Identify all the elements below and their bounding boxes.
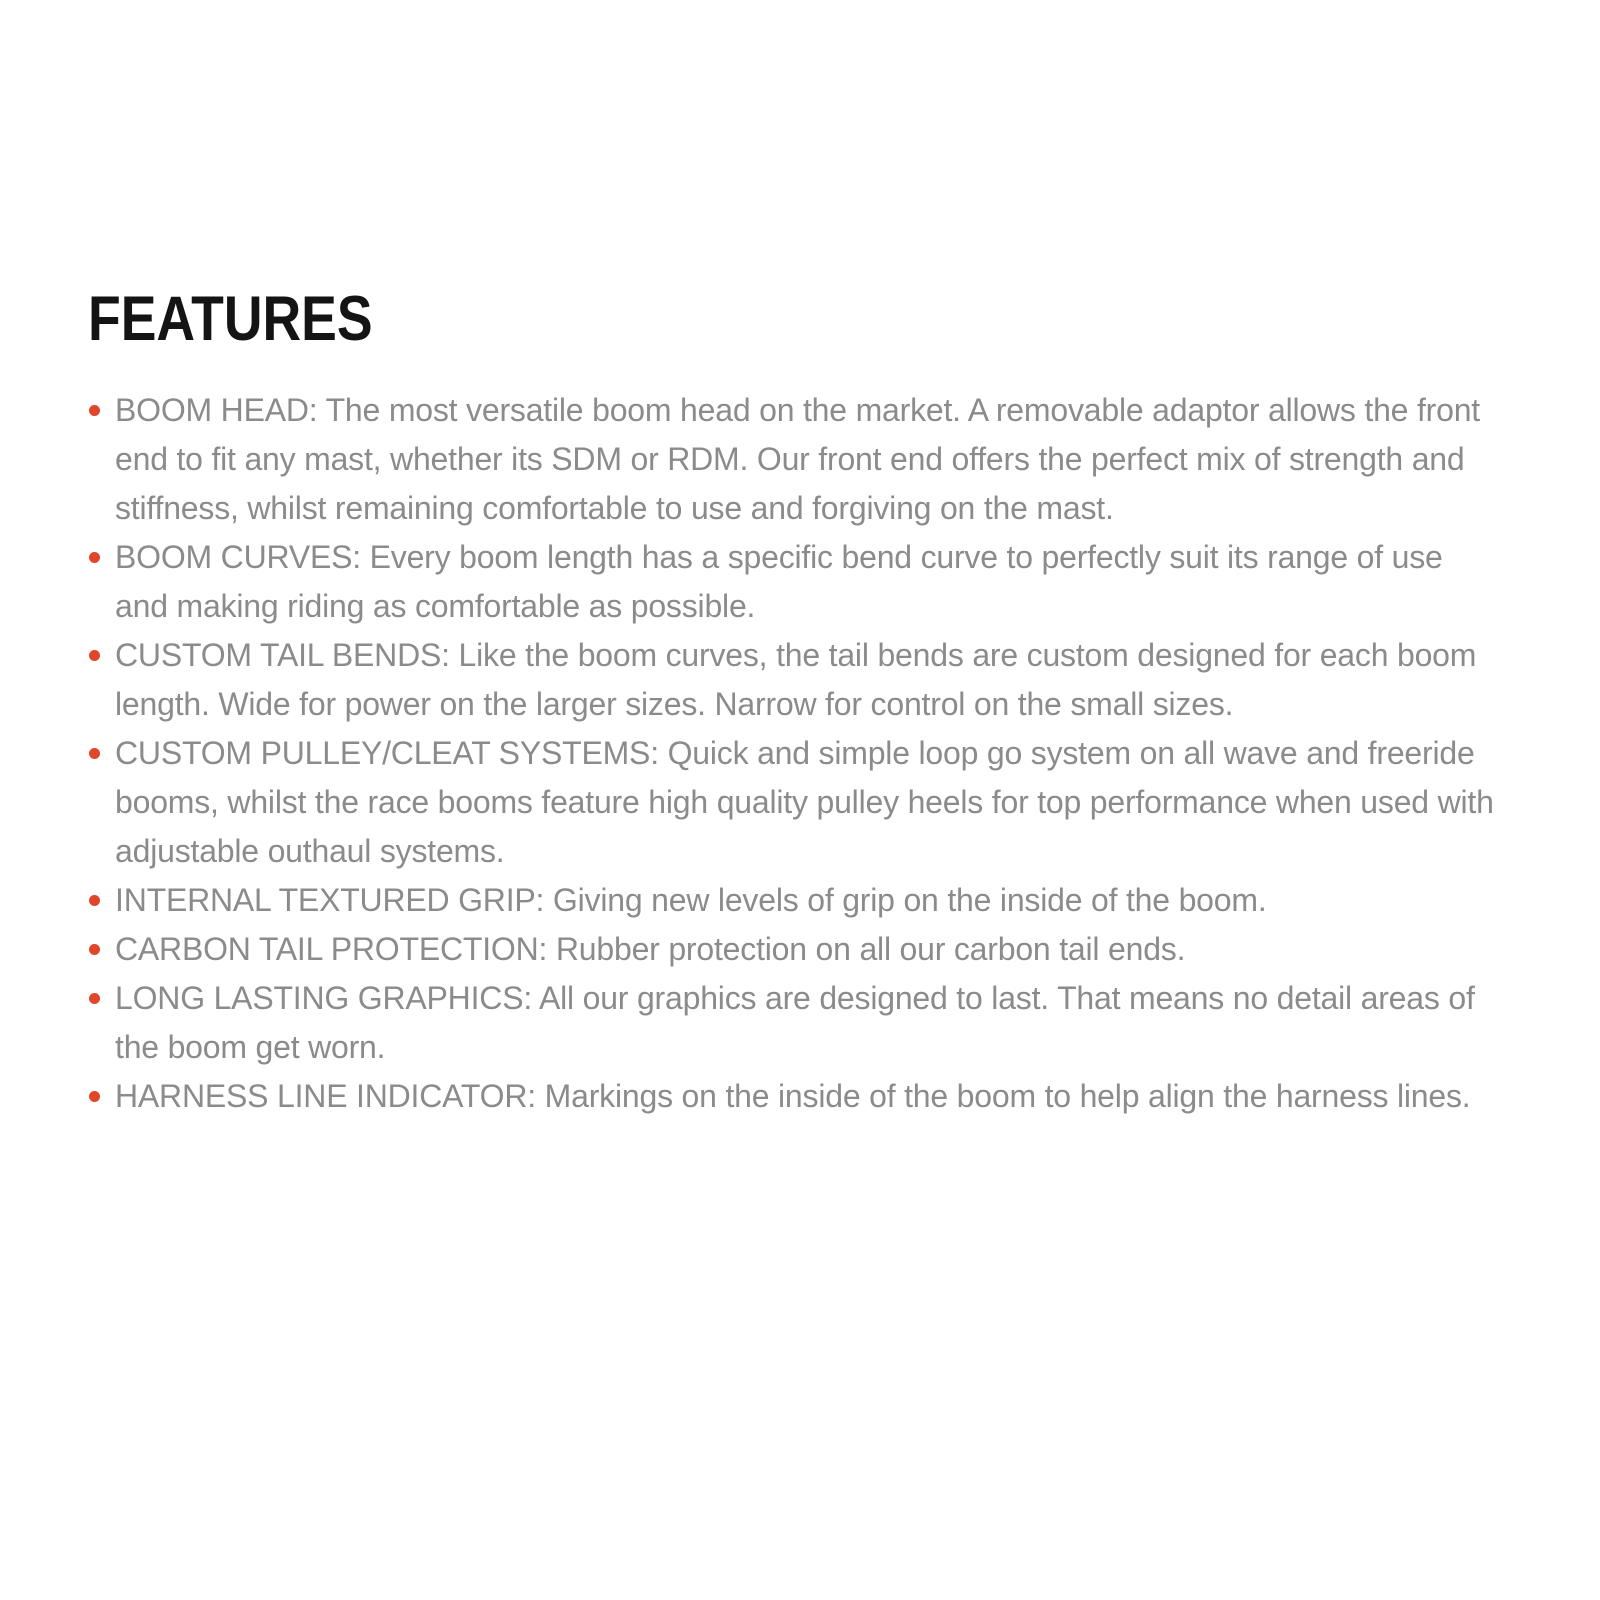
feature-text: BOOM HEAD: The most versatile boom head on the market. A removable adaptor allows the front end to fit any mast, whether its SDM or RDM. Our front end offers the perfect mix of strength and stiffness, whilst remaining comfortable to use and forgiving on the mast.	[115, 392, 1480, 526]
bullet-icon	[89, 748, 100, 759]
feature-text: HARNESS LINE INDICATOR: Markings on the inside of the boom to help align the harness lines.	[115, 1078, 1471, 1114]
list-item	[88, 925, 1500, 974]
bullet-icon	[89, 405, 100, 416]
features-list	[88, 386, 1500, 1121]
feature-text: BOOM CURVES: Every boom length has a specific bend curve to perfectly suit its range of use and making riding as comfortable as possible.	[115, 539, 1443, 624]
list-item	[88, 1072, 1500, 1121]
feature-text: LONG LASTING GRAPHICS: All our graphics are designed to last. That means no detail areas of the boom get worn.	[115, 980, 1475, 1065]
bullet-icon	[89, 552, 100, 563]
list-item	[88, 631, 1500, 729]
list-item	[88, 533, 1500, 631]
page-title: FEATURES	[88, 284, 373, 354]
bullet-icon	[89, 993, 100, 1004]
bullet-icon	[89, 895, 100, 906]
feature-text: INTERNAL TEXTURED GRIP: Giving new levels of grip on the inside of the boom.	[115, 882, 1267, 918]
list-item	[88, 876, 1500, 925]
bullet-icon	[89, 650, 100, 661]
feature-text: CUSTOM PULLEY/CLEAT SYSTEMS: Quick and simple loop go system on all wave and freeride booms, whilst the race booms feature high quality pulley heels for top performance when used with adjustable outhaul systems.	[115, 735, 1494, 869]
feature-text: CARBON TAIL PROTECTION: Rubber protection on all our carbon tail ends.	[115, 931, 1186, 967]
bullet-icon	[89, 944, 100, 955]
bullet-icon	[89, 1091, 100, 1102]
feature-text: CUSTOM TAIL BENDS: Like the boom curves, the tail bends are custom designed for each boom length. Wide for power on the larger sizes. Narrow for control on the small sizes.	[115, 637, 1477, 722]
list-item	[88, 974, 1500, 1072]
list-item	[88, 729, 1500, 876]
list-item	[88, 386, 1500, 533]
